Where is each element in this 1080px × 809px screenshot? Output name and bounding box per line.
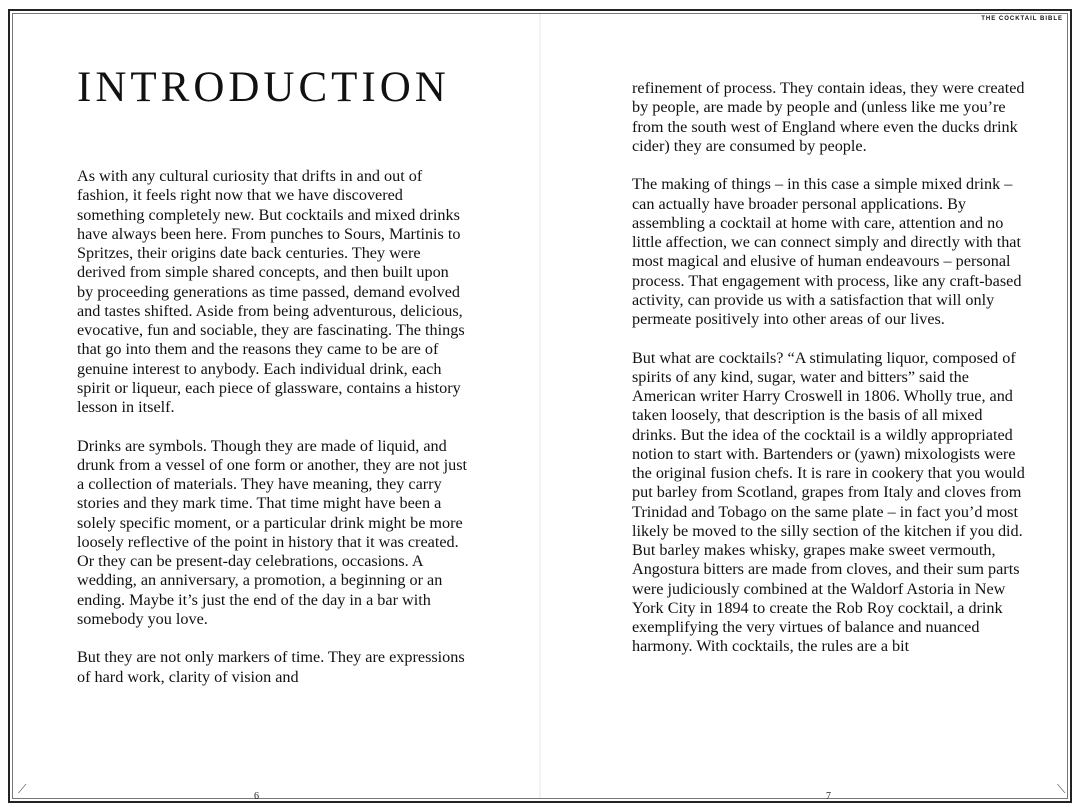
page-number-right: 7 <box>826 791 831 802</box>
paragraph: The making of things – in this case a simple mixed drink – can actually have broader personal applications. By assembling a cocktail at home with care, attention and no little affection, we can connect simply and directly with that most magical and elusive of human endeavours – personal process. That engagement with process, like any craft-based activity, can provide us with a satisfaction that will only permeate positively into other areas of our lives. <box>632 175 1022 328</box>
paragraph: But they are not only markers of time. They are expressions of hard work, clarity of vision and <box>77 648 465 686</box>
paragraph: refinement of process. They contain ideas, they were created by people, are made by people and (unless like me you’re from the south west of England where even the ducks drink cider) they are consumed by people. <box>632 79 1025 155</box>
chapter-title: INTRODUCTION <box>77 64 450 111</box>
page-curl-icon[interactable]: ⟍ <box>1057 782 1066 796</box>
right-page-body <box>632 79 1027 676</box>
page-curl-icon[interactable]: ⟋ <box>18 782 27 796</box>
paragraph: But what are cocktails? “A stimulating liquor, composed of spirits of any kind, sugar, water and bitters” said the American writer Harry Croswell in 1806. Wholly true, and taken loosely, that description is the basis of all mixed drinks. But the idea of the cocktail is a wildly appropriated notion to start with. Bartenders or (yawn) mixologists were the original fusion chefs. It is rare in cookery that you would put barley from Scotland, grapes from Italy and cloves from Trinidad and Tobago on the same plate – in fact you’d most likely be moved to the silly section of the kitchen if you did. But barley makes whisky, grapes make sweet vermouth, Angostura bitters are made from cloves, and their sum parts were judiciously combined at the Waldorf Astoria in New York City in 1894 to create the Rob Roy cocktail, a drink exemplifying the very virtues of balance and nuanced harmony. With cocktails, the rules are a bit <box>632 348 1025 656</box>
page-number-left: 6 <box>254 791 259 802</box>
paragraph: Drinks are symbols. Though they are made of liquid, and drunk from a vessel of one form or another, they are not just a collection of materials. They have meaning, they carry stories and they mark time. That time might have been a solely specific moment, or a particular drink might be more loosely reflective of the point in history that it was created. Or they can be present-day celebrations, occasions. A wedding, an anniversary, a promotion, a beginning or an ending. Maybe it’s just the end of the day in a bar with somebody you love. <box>77 436 467 628</box>
left-page-body <box>77 167 467 706</box>
page-gutter <box>539 14 541 798</box>
paragraph: As with any cultural curiosity that drifts in and out of fashion, it feels right now that we have discovered something completely new. But cocktails and mixed drinks have always been here. From punches to Sours, Martinis to Spritzes, their origins date back centuries. They were derived from simple shared concepts, and then built upon by proceeding generations as time passed, demand evolved and tastes shifted. Aside from being adventurous, delicious, evocative, fun and sociable, they are fascinating. The things that go into them and the reasons they came to be are of genuine interest to anybody. Each individual drink, each spirit or liqueur, each piece of glassware, contains a history lesson in itself. <box>77 167 465 416</box>
running-head: THE COCKTAIL BIBLE <box>981 16 1063 22</box>
